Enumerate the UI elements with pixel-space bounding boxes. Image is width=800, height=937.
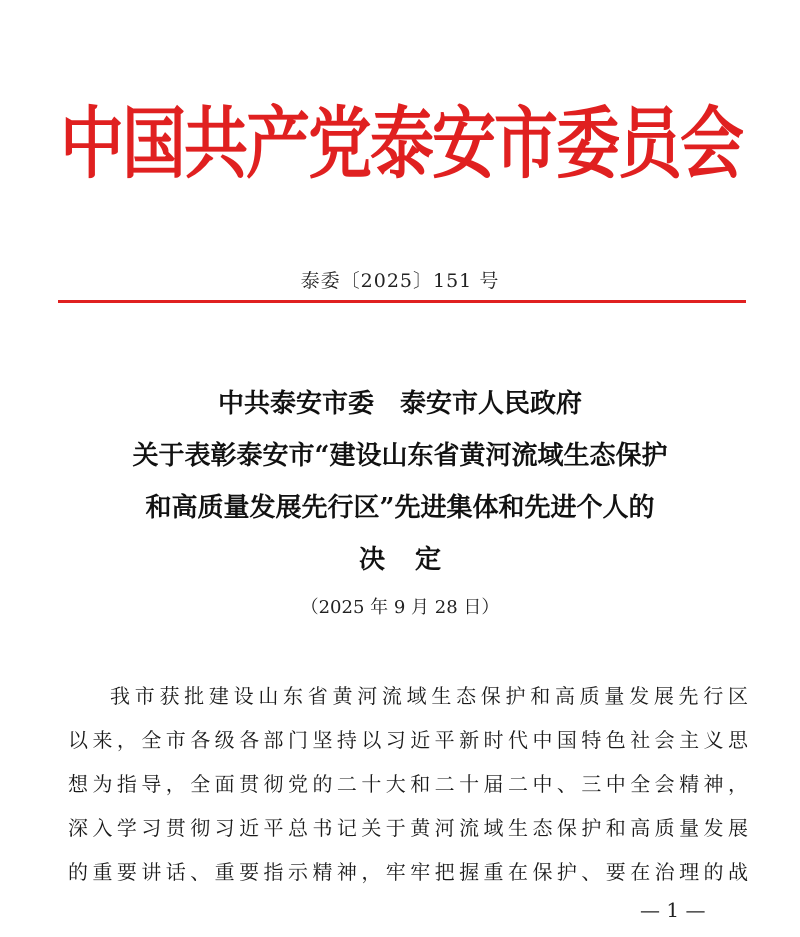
- title-line: 和高质量发展先行区”先进集体和先进个人的: [145, 493, 655, 523]
- page-number: — 1 —: [640, 898, 706, 922]
- body-paragraph: [68, 674, 748, 894]
- red-divider-line: [58, 300, 746, 303]
- masthead-title: 中国共产党泰安市委员会: [60, 99, 742, 191]
- body-line: 深入学习贯彻习近平总书记关于黄河流域生态保护和高质量发展: [68, 816, 748, 840]
- title-line: 中共泰安市委 泰安市人民政府: [217, 389, 582, 419]
- body-line: 我市获批建设山东省黄河流域生态保护和高质量发展先行区: [110, 684, 748, 708]
- document-number: 泰委〔2025〕151 号: [300, 270, 500, 292]
- body-line: 的重要讲话、重要指示精神，牢牢把握重在保护、要在治理的战: [68, 860, 748, 884]
- title-line: 关于表彰泰安市“建设山东省黄河流域生态保护: [132, 441, 668, 471]
- body-line: 想为指导，全面贯彻党的二十大和二十届二中、三中全会精神，: [68, 772, 748, 796]
- document-title: [30, 378, 770, 586]
- title-line: 决定: [358, 545, 471, 575]
- body-line: 以来，全市各级各部门坚持以习近平新时代中国特色社会主义思: [68, 728, 748, 752]
- document-date: （2025 年 9 月 28 日）: [300, 597, 500, 618]
